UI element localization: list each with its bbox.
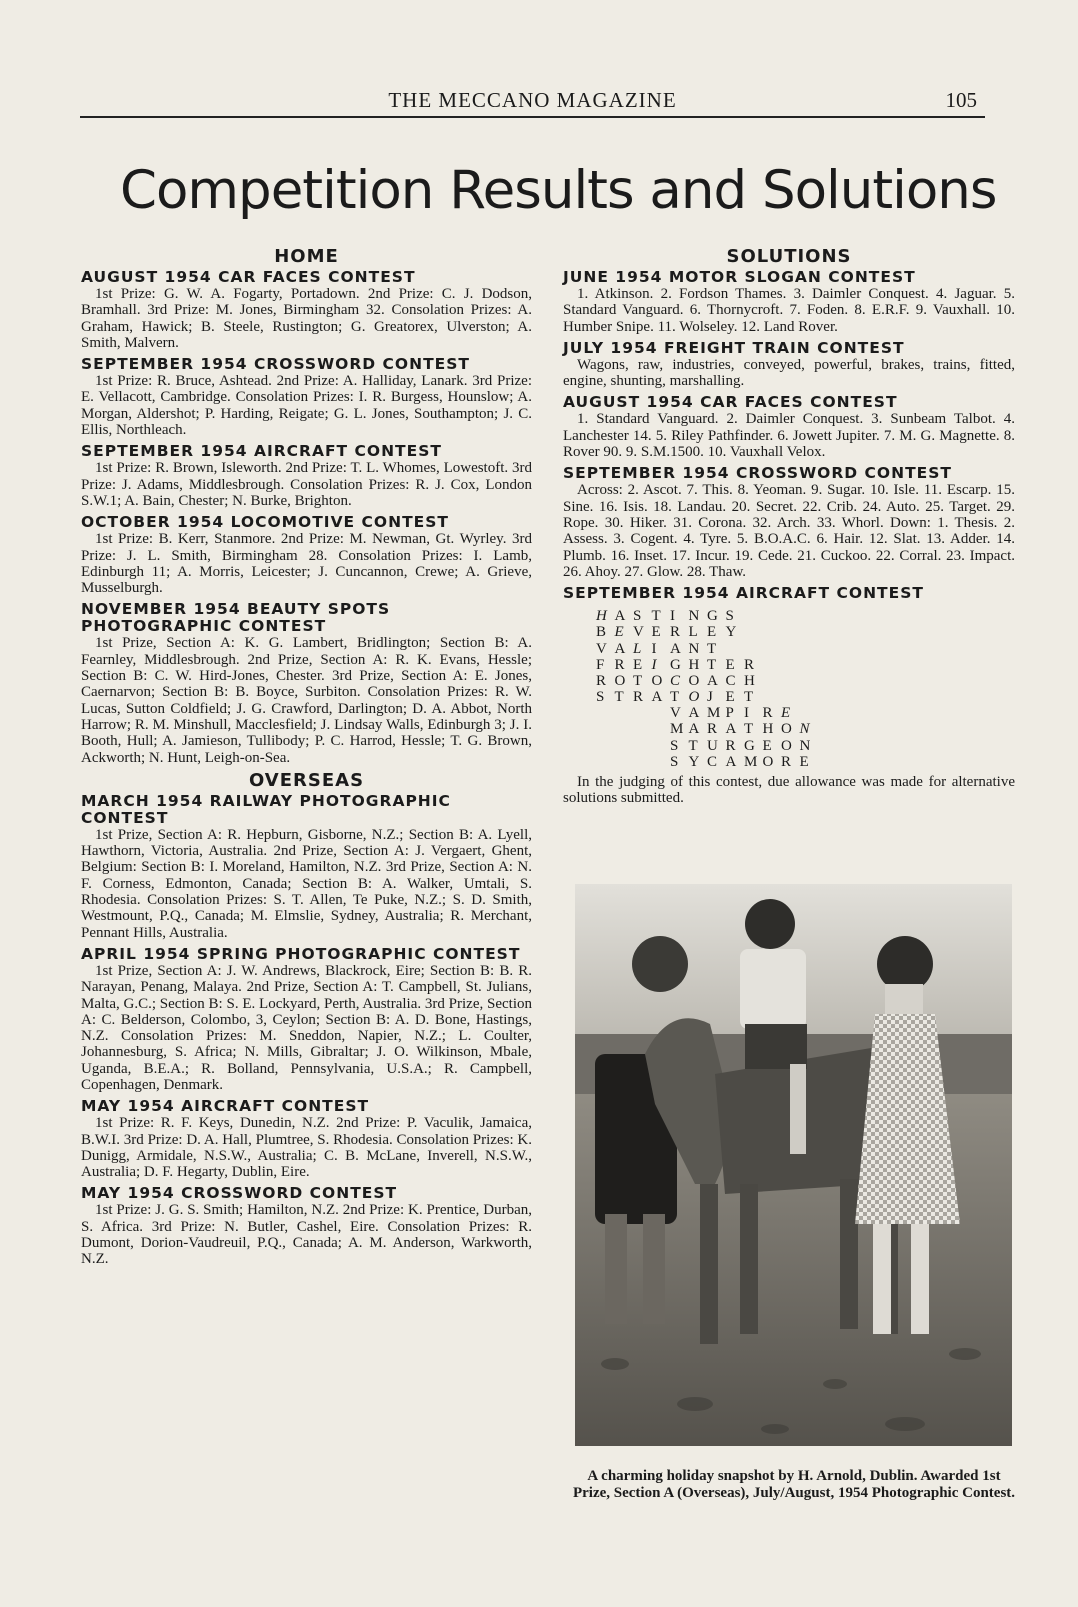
results-column bbox=[81, 246, 532, 1273]
overseas-heading: OVERSEAS bbox=[248, 769, 365, 791]
contest-text: 1st Prize: B. Kerr, Stanmore. 2nd Prize: M. Newman, Gt. Wyrley. 3rd Prize: J. L. Smith, Birmingham 28. Consolation Prizes: I. Lamb, Edinburgh 11; A. Morris, Leicester; J. Cuncannon, Crewe; A. Grieve, Musselburgh. bbox=[81, 531, 532, 597]
grid-row bbox=[596, 608, 1015, 624]
grid-letter: F bbox=[596, 656, 605, 673]
contest-heading: AUGUST 1954 CAR FACES CONTEST bbox=[81, 268, 416, 286]
grid-letter: T bbox=[707, 656, 717, 673]
grid-letter: R bbox=[614, 656, 625, 673]
grid-letter: A bbox=[670, 640, 681, 657]
grid-spacer bbox=[596, 721, 615, 737]
contest-heading: APRIL 1954 SPRING PHOTOGRAPHIC CONTEST bbox=[81, 944, 521, 963]
contest-heading: JUNE 1954 MOTOR SLOGAN CONTEST bbox=[563, 268, 916, 286]
aircraft-solution-heading: SEPTEMBER 1954 AIRCRAFT CONTEST bbox=[563, 584, 924, 603]
grid-letter: H bbox=[744, 672, 755, 689]
grid-letter: S bbox=[596, 689, 605, 706]
grid-letter: E bbox=[614, 624, 624, 641]
contest-heading: SEPTEMBER 1954 CROSSWORD CONTEST bbox=[81, 355, 470, 374]
grid-letter: V bbox=[633, 624, 644, 641]
grid-spacer bbox=[615, 738, 634, 754]
grid-letter: T bbox=[744, 721, 754, 738]
grid-letter: T bbox=[651, 608, 661, 625]
grid-letter: M bbox=[707, 705, 721, 722]
grid-letter: A bbox=[614, 640, 626, 657]
grid-letter: A bbox=[725, 753, 737, 770]
grid-spacer bbox=[652, 705, 671, 721]
grid-letter: M bbox=[670, 721, 684, 738]
contest-heading: MAY 1954 AIRCRAFT CONTEST bbox=[81, 1097, 370, 1116]
grid-spacer bbox=[633, 754, 652, 770]
grid-letter: G bbox=[744, 737, 755, 754]
grid-letter: E bbox=[799, 753, 809, 770]
grid-letter: I bbox=[670, 608, 675, 625]
grid-row bbox=[596, 657, 1015, 673]
grid-spacer bbox=[652, 738, 671, 754]
grid-row bbox=[596, 721, 1015, 737]
grid-letter: O bbox=[614, 672, 626, 689]
grid-letter: S bbox=[670, 753, 679, 770]
contest-text: 1. Atkinson. 2. Fordson Thames. 3. Daimler Conquest. 4. Jaguar. 5. Standard Vanguard. 6. Thornycroft. 7. Foden. 8. E.R.F. 9. Vauxhall. 10. Humber Snipe. 11. Wolseley. 12. Land Rover. bbox=[563, 286, 1015, 335]
contest-text: 1st Prize: R. F. Keys, Dunedin, N.Z. 2nd Prize: P. Vaculik, Jamaica, B.W.I. 3rd Prize: D. A. Hall, Plumtree, S. Rhodesia. Consolation Prizes: K. Dunigg, Armidale, N.S.W., Australia; C. B. McLane, Inverell, N.S.W., Australia; D. F. Hegarty, Dublin, Eire. bbox=[81, 1115, 532, 1181]
grid-letter: R bbox=[633, 689, 644, 706]
contest-heading: AUGUST 1954 CAR FACES CONTEST bbox=[563, 393, 898, 412]
grid-letter: Y bbox=[688, 753, 700, 770]
grid-letter: I bbox=[651, 656, 657, 673]
grid-letter: E bbox=[651, 624, 661, 641]
grid-letter: O bbox=[651, 672, 663, 689]
judging-note: In the judging of this contest, due allowance was made for alternative solutions submitted. bbox=[563, 774, 1015, 807]
grid-letter: H bbox=[762, 721, 774, 738]
grid-spacer bbox=[633, 721, 652, 737]
page-number: 105 bbox=[945, 88, 977, 112]
grid-spacer bbox=[615, 705, 634, 721]
contest-text: Wagons, raw, industries, conveyed, powerful, brakes, trains, fitted, engine, shunting, marshalling. bbox=[563, 356, 1015, 390]
solutions-list bbox=[563, 269, 1015, 580]
grid-spacer bbox=[633, 738, 652, 754]
grid-letter: I bbox=[651, 640, 657, 657]
grid-letter: M bbox=[744, 753, 758, 770]
grid-letter: O bbox=[781, 721, 792, 738]
grid-letter: R bbox=[725, 737, 736, 754]
grid-letter: V bbox=[596, 640, 607, 657]
grid-spacer bbox=[652, 721, 671, 737]
grid-letter: N bbox=[799, 721, 810, 738]
grid-letter: G bbox=[670, 656, 681, 673]
grid-letter: E bbox=[781, 705, 791, 722]
grid-letter: J bbox=[707, 689, 713, 706]
grid-letter: T bbox=[707, 640, 717, 657]
grid-letter: Y bbox=[725, 624, 737, 641]
grid-letter: V bbox=[670, 705, 681, 722]
grid-letter: A bbox=[688, 721, 700, 738]
contest-text: 1st Prize: J. G. S. Smith; Hamilton, N.Z. 2nd Prize: K. Prentice, Durban, S. Africa. 3rd Prize: N. Butler, Cashel, Eire. Consolation Prizes: R. Dumont, Dorion-Vaudreuil, P.Q., Canada; A. M. Anderson, Warkworth, N.Z. bbox=[81, 1202, 532, 1268]
contest-heading: JULY 1954 FREIGHT TRAIN CONTEST bbox=[563, 338, 905, 357]
grid-letter: A bbox=[614, 608, 626, 625]
grid-spacer bbox=[596, 754, 615, 770]
grid-spacer bbox=[633, 705, 652, 721]
grid-letter: S bbox=[633, 608, 642, 625]
grid-letter: N bbox=[799, 737, 811, 754]
grid-letter: H bbox=[688, 656, 700, 673]
grid-letter: O bbox=[688, 672, 700, 689]
grid-letter: A bbox=[651, 689, 663, 706]
grid-letter: E bbox=[707, 624, 717, 641]
grid-letter: T bbox=[670, 689, 680, 706]
contest-heading: MARCH 1954 RAILWAY PHOTOGRAPHIC CONTEST bbox=[81, 791, 451, 827]
grid-letter: O bbox=[688, 689, 700, 706]
home-heading: HOME bbox=[274, 246, 339, 267]
grid-row bbox=[596, 673, 1015, 689]
contest-heading: NOVEMBER 1954 BEAUTY SPOTS PHOTOGRAPHIC CONTEST bbox=[81, 600, 391, 636]
contest-heading: SEPTEMBER 1954 AIRCRAFT CONTEST bbox=[81, 442, 442, 461]
aircraft-letter-grid bbox=[596, 608, 1015, 770]
grid-letter: R bbox=[670, 624, 681, 641]
grid-letter: H bbox=[596, 608, 607, 625]
grid-spacer bbox=[596, 705, 615, 721]
contest-text: 1st Prize, Section A: J. W. Andrews, Blackrock, Eire; Section B: B. R. Narayan, Penang, Malaya. 2nd Prize, Section A: T. Campbell, St. Julians, Malta, G.C.; Section B: S. E. Lockyard, Perth, Australia. 3rd Prize, Section A: C. Belderson, Colombo, 3, Ceylon; Section B: A. D. Bone, Hastings, N.Z. Consolation Prizes: M. Sneddon, Napier, N.Z.; L. Coulter, Johannesburg, S. Africa; N. Mills, Gibraltar; J. O. Wilkinson, Mbale, Uganda, B.E.A.; R. Bolland, Pennsylvania, U.S.A.; R. Campbell, Copenhagen, Denmark. bbox=[81, 962, 532, 1093]
grid-letter: T bbox=[688, 737, 698, 754]
grid-letter: A bbox=[688, 705, 700, 722]
grid-letter: R bbox=[707, 721, 718, 738]
contest-text: 1st Prize, Section A: K. G. Lambert, Bridlington; Section B: A. Fearnley, Middlesbrough. 2nd Prize, Section A: R. K. Evans, Hessle; Section B: C. W. Hird-Jones, Chester. 3rd Prize, Section A: E. Jones, Caernarvon; Section B: B. Boyce, Surbiton. Consolation Prizes: R. W. Lucas, Sutton Coldfield; J. G. Crawford, Darlington; D. A. Abbot, North Harrow; R. M. Minshull, Macclesfield; J. Lindsay Walls, Edinburgh 3; J. I. Booth, Hull; A. Jamieson, Tullibody; P. C. Harrod, Hessle; T. G. Brown, Ackworth; N. Hunt, Leigh-on-Sea. bbox=[81, 635, 532, 766]
grid-letter: L bbox=[633, 640, 642, 657]
contest-heading: SEPTEMBER 1954 CROSSWORD CONTEST bbox=[563, 464, 952, 483]
page-title: Competition Results and Solutions bbox=[120, 160, 997, 221]
grid-letter: G bbox=[707, 608, 718, 625]
grid-letter: T bbox=[633, 672, 643, 689]
grid-row bbox=[596, 705, 1015, 721]
grid-spacer bbox=[615, 721, 634, 737]
contest-text: Across: 2. Ascot. 7. This. 8. Yeoman. 9. Sugar. 10. Isle. 11. Escarp. 15. Sine. 16. Isis. 18. Landau. 20. Secret. 22. Crib. 24. Auto. 25. Target. 29. Rope. 30. Hiker. 31. Corona. 32. Arch. 33. Whorl. Down: 1. Thesis. 2. Assess. 3. Cogent. 4. Tyre. 5. B.O.A.C. 6. Hair. 12. Slat. 13. Adder. 14. Plumb. 16. Inset. 17. Incur. 19. Cede. 21. Cuckoo. 22. Corral. 23. Impact. 26. Ahoy. 27. Glow. 28. Thaw. bbox=[563, 482, 1015, 580]
grid-letter: E bbox=[762, 737, 772, 754]
grid-letter: B bbox=[596, 624, 607, 641]
grid-letter: S bbox=[670, 737, 679, 754]
grid-letter: R bbox=[781, 753, 792, 770]
contest-text: 1st Prize, Section A: R. Hepburn, Gisborne, N.Z.; Section B: A. Lyell, Hawthorn, Victoria, Australia. 2nd Prize, Section A: J. Vergaert, Ghent, Belgium: Section B: I. Moreland, Hamilton, N.Z. 3rd Prize, Section A: N. F. Corness, Edmonton, Canada; Section B: A. Walker, Umtali, S. Rhodesia. Consolation Prizes: S. T. Allen, Te Puke, N.Z.; S. D. Smith, Westmount, P.Q., Canada; M. Elmslie, Sydney, Australia; R. Merchant, Pennant Hills, Australia. bbox=[81, 826, 532, 941]
grid-letter: U bbox=[707, 737, 718, 754]
grid-letter: C bbox=[670, 672, 681, 689]
magazine-title: THE MECCANO MAGAZINE bbox=[388, 88, 677, 112]
grid-letter: T bbox=[614, 689, 624, 706]
holiday-snapshot-photo bbox=[575, 884, 1012, 1446]
grid-letter: T bbox=[744, 689, 754, 706]
solutions-heading: SOLUTIONS bbox=[726, 246, 852, 267]
grid-letter: P bbox=[725, 705, 734, 722]
contest-text: 1st Prize: G. W. A. Fogarty, Portadown. 2nd Prize: C. J. Dodson, Bramhall. 3rd Prize: M. Jones, Birmingham 32. Consolation Prizes: A. Graham, Hawick; B. Steele, Rustington; G. Greatorex, Ulverston; A. Smith, Malvern. bbox=[81, 286, 532, 351]
grid-letter: N bbox=[688, 608, 700, 625]
contest-text: 1. Standard Vanguard. 2. Daimler Conquest. 3. Sunbeam Talbot. 4. Lanchester 14. 5. Riley Pathfinder. 6. Jowett Jupiter. 7. M. G. Magnette. 8. Rover 90. 9. S.M.1500. 10. Vauxhall Velox. bbox=[563, 411, 1015, 461]
grid-spacer bbox=[652, 754, 671, 770]
grid-letter: S bbox=[725, 608, 734, 625]
grid-row bbox=[596, 738, 1015, 754]
grid-letter: L bbox=[688, 624, 698, 641]
grid-letter: O bbox=[781, 737, 792, 754]
contest-heading: MAY 1954 CROSSWORD CONTEST bbox=[81, 1184, 398, 1203]
grid-letter: R bbox=[596, 672, 607, 689]
running-head bbox=[80, 86, 985, 118]
contest-text: 1st Prize: R. Brown, Isleworth. 2nd Prize: T. L. Whomes, Lowestoft. 3rd Prize: J. Adams, Middlesbrough. Consolation Prizes: R. J. Cox, London S.W.1; A. Bain, Chester; N. Burke, Brighton. bbox=[81, 460, 532, 509]
grid-letter: R bbox=[744, 656, 755, 673]
grid-letter: E bbox=[633, 656, 643, 673]
grid-letter: O bbox=[762, 753, 774, 770]
home-results bbox=[81, 269, 532, 766]
contest-heading: OCTOBER 1954 LOCOMOTIVE CONTEST bbox=[81, 513, 449, 532]
grid-letter: C bbox=[725, 672, 736, 689]
grid-letter: E bbox=[725, 656, 735, 673]
solutions-column bbox=[563, 246, 1015, 807]
grid-letter: C bbox=[707, 753, 718, 770]
overseas-results bbox=[81, 793, 532, 1268]
grid-row bbox=[596, 641, 1015, 657]
contest-text: 1st Prize: R. Bruce, Ashtead. 2nd Prize: A. Halliday, Lanark. 3rd Prize: E. Vellacott, Cambridge. Consolation Prizes: I. R. Burgess, Hounslow; A. Morgan, Aldershot; P. Harding, Reigate; G. L. Jones, Southampton; J. C. Ellis, Northleach. bbox=[81, 373, 532, 439]
grid-letter: E bbox=[725, 689, 735, 706]
grid-spacer bbox=[596, 738, 615, 754]
grid-letter: I bbox=[744, 705, 749, 722]
grid-letter: R bbox=[762, 705, 773, 722]
grid-letter: A bbox=[725, 721, 737, 738]
grid-row bbox=[596, 689, 1015, 705]
grid-row bbox=[596, 624, 1015, 640]
photo-caption: A charming holiday snapshot by H. Arnold, Dublin. Awarded 1st Prize, Section A (Overseas), July/August, 1954 Photographic Contest. bbox=[572, 1468, 1016, 1501]
grid-letter: N bbox=[688, 640, 700, 657]
grid-spacer bbox=[615, 754, 634, 770]
grid-row bbox=[596, 754, 1015, 770]
grid-letter: A bbox=[707, 672, 718, 689]
